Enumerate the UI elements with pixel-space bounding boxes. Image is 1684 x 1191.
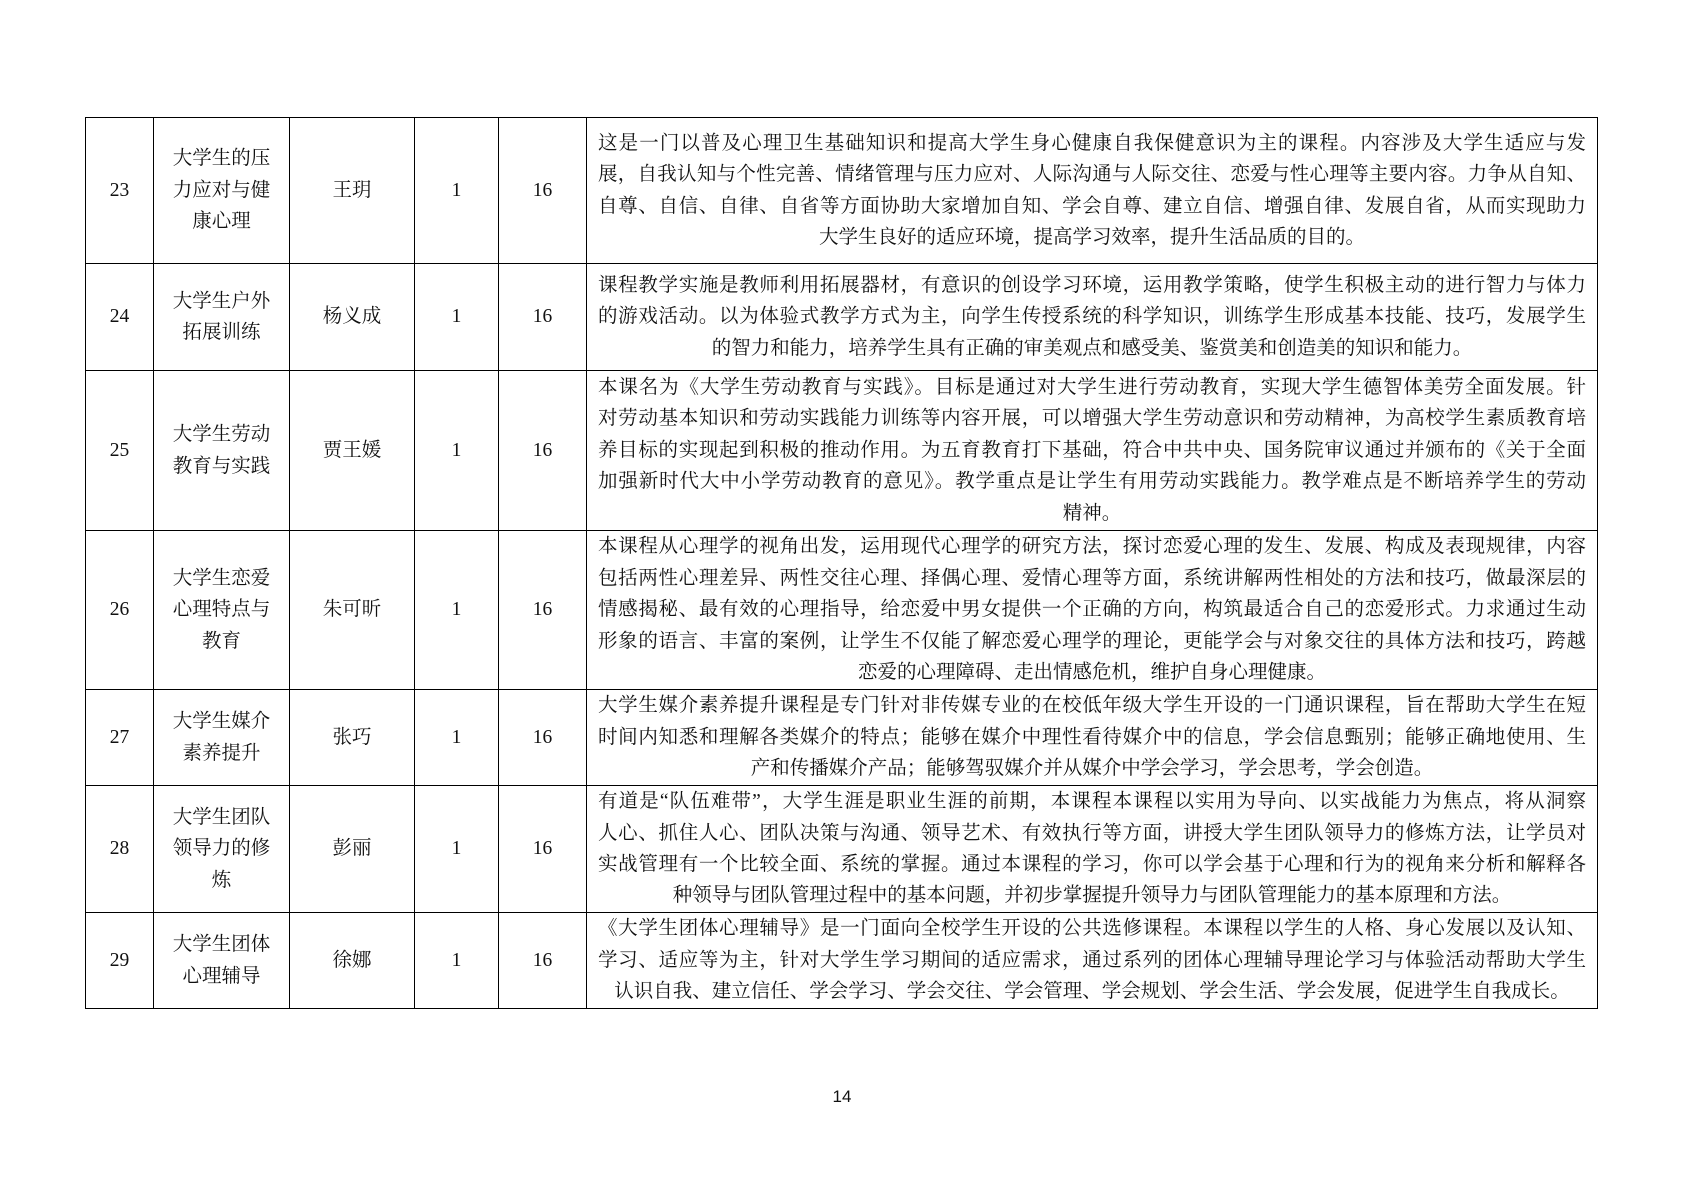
description-line: 产和传播媒介产品；能够驾驭媒介并从媒介中学会学习，学会思考，学会创造。: [750, 758, 1434, 780]
description-line: 实战管理有一个比较全面、系统的掌握。通过本课程的学习，你可以学会基于心理和行为的视角来分析和解释各: [598, 854, 1586, 875]
course-number-cell: 29: [86, 913, 154, 1009]
description-line: 这是一门以普及心理卫生基础知识和提高大学生身心健康自我保健意识为主的课程。内容涉及大学生适应与发: [598, 132, 1586, 154]
table-row: [86, 531, 1598, 690]
description-line: 养目标的实现起到积极的推动作用。为五育教育打下基础，符合中共中央、国务院审议通过并颁布的《关于全面: [598, 439, 1586, 461]
description-line: 自尊、自信、自律、自省等方面协助大家增加自知、学会自尊、建立自信、增强自律、发展自省，从而实现助力: [598, 195, 1586, 217]
page-number: 14: [832, 1087, 852, 1106]
description-line: 人心、抓住人心、团队决策与沟通、领导艺术、有效执行等方面，讲授大学生团队领导力的修炼方法，让学员对: [598, 822, 1586, 844]
description-line: 《大学生团体心理辅导》是一门面向全校学生开设的公共选修课程。本课程以学生的人格、身心发展以及认知、: [598, 918, 1586, 940]
description-line: 对劳动基本知识和劳动实践能力训练等内容开展，可以增强大学生劳动意识和劳动精神，为高校学生素质教育培: [598, 408, 1586, 430]
credits-cell: 1: [415, 786, 499, 913]
credits-cell: 1: [415, 264, 499, 371]
description-cell: [587, 531, 1598, 690]
credits-cell: 1: [415, 118, 499, 264]
hours-cell: 16: [499, 786, 587, 913]
course-table: [85, 117, 1598, 1009]
hours-cell: 16: [499, 371, 587, 531]
table-row: [86, 118, 1598, 264]
course-number-cell: 24: [86, 264, 154, 371]
course-name-cell: 大学生媒介素养提升: [154, 690, 290, 786]
course-name-cell: 大学生团体心理辅导: [154, 913, 290, 1009]
description-cell: [587, 913, 1598, 1009]
teacher-cell: 贾王媛: [290, 371, 415, 531]
teacher-cell: 徐娜: [290, 913, 415, 1009]
description-line: 大学生媒介素养提升课程是专门针对非传媒专业的在校低年级大学生开设的一门通识课程，旨在帮助大学生在短: [598, 695, 1586, 717]
description-line: 加强新时代大中小学劳动教育的意见》。教学重点是让学生有用劳动实践能力。教学难点是不断培养学生的劳动: [598, 471, 1586, 493]
table-row: [86, 913, 1598, 1009]
course-number-cell: 28: [86, 786, 154, 913]
course-name-cell: 大学生劳动教育与实践: [154, 371, 290, 531]
credits-cell: 1: [415, 690, 499, 786]
teacher-cell: 王玥: [290, 118, 415, 264]
course-number-cell: 23: [86, 118, 154, 264]
course-number-cell: 25: [86, 371, 154, 531]
teacher-cell: 朱可昕: [290, 531, 415, 690]
description-cell: [587, 786, 1598, 913]
description-line: 展，自我认知与个性完善、情绪管理与压力应对、人际沟通与人际交往、恋爱与性心理等主要内容。力争从自知、: [598, 164, 1586, 186]
description-cell: [587, 690, 1598, 786]
hours-cell: 16: [499, 690, 587, 786]
table-row: [86, 690, 1598, 786]
course-name-cell: 大学生恋爱心理特点与教育: [154, 531, 290, 690]
teacher-cell: 杨义成: [290, 264, 415, 371]
course-name-cell: 大学生的压力应对与健康心理: [154, 118, 290, 264]
hours-cell: 16: [499, 913, 587, 1009]
table-row: [86, 264, 1598, 371]
course-name-cell: 大学生团队领导力的修炼: [154, 786, 290, 913]
course-name-cell: 大学生户外拓展训练: [154, 264, 290, 371]
course-table-body: [86, 118, 1598, 1009]
description-line: 时间内知悉和理解各类媒介的特点；能够在媒介中理性看待媒介中的信息，学会信息甄别；能够正确地使用、生: [598, 726, 1586, 748]
table-row: [86, 371, 1598, 531]
description-line: 包括两性心理差异、两性交往心理、择偶心理、爱情心理等方面，系统讲解两性相处的方法和技巧，做最深层的: [598, 567, 1586, 589]
description-line: 恋爱的心理障碍、走出情感危机，维护自身心理健康。: [857, 662, 1326, 684]
teacher-cell: 彭丽: [290, 786, 415, 913]
description-line: 的智力和能力，培养学生具有正确的审美观点和感受美、鉴赏美和创造美的知识和能力。: [711, 337, 1473, 359]
description-line: 种领导与团队管理过程中的基本问题，并初步掌握提升领导力与团队管理能力的基本原理和方法。: [672, 885, 1512, 907]
credits-cell: 1: [415, 531, 499, 690]
description-line: 精神。: [1062, 502, 1122, 524]
description-line: 本课名为《大学生劳动教育与实践》。目标是通过对大学生进行劳动教育，实现大学生德智体美劳全面发展。针: [598, 376, 1586, 398]
description-line: 形象的语言、丰富的案例，让学生不仅能了解恋爱心理学的理论，更能学会与对象交往的具体方法和技巧，跨越: [598, 630, 1586, 652]
description-cell: [587, 371, 1598, 531]
description-line: 课程教学实施是教师利用拓展器材，有意识的创设学习环境，运用教学策略，使学生积极主动的进行智力与体力: [598, 274, 1586, 296]
description-line: 学习、适应等为主，针对大学生学习期间的适应需求，通过系列的团体心理辅导理论学习与体验活动帮助大学生: [598, 949, 1586, 971]
hours-cell: 16: [499, 531, 587, 690]
course-number-cell: 26: [86, 531, 154, 690]
credits-cell: 1: [415, 371, 499, 531]
description-line: 的游戏活动。以为体验式教学方式为主，向学生传授系统的科学知识，训练学生形成基本技能、技巧，发展学生: [598, 306, 1586, 328]
description-line: 有道是“队伍难带”，大学生涯是职业生涯的前期，本课程本课程以实用为导向、以实战能力为焦点，将从洞察: [598, 791, 1586, 813]
teacher-cell: 张巧: [290, 690, 415, 786]
table-row: [86, 786, 1598, 913]
description-cell: [587, 264, 1598, 371]
description-line: 本课程从心理学的视角出发，运用现代心理学的研究方法，探讨恋爱心理的发生、发展、构成及表现规律，内容: [598, 536, 1586, 558]
hours-cell: 16: [499, 118, 587, 264]
description-line: 大学生良好的适应环境，提高学习效率，提升生活品质的目的。: [818, 226, 1365, 248]
description-cell: [587, 118, 1598, 264]
description-line: 认识自我、建立信任、学会学习、学会交往、学会管理、学会规划、学会生活、学会发展，促进学生自我成长。: [614, 981, 1570, 1003]
description-line: 情感揭秘、最有效的心理指导，给恋爱中男女提供一个正确的方向，构筑最适合自己的恋爱形式。力求通过生动: [598, 599, 1586, 621]
course-number-cell: 27: [86, 690, 154, 786]
credits-cell: 1: [415, 913, 499, 1009]
hours-cell: 16: [499, 264, 587, 371]
